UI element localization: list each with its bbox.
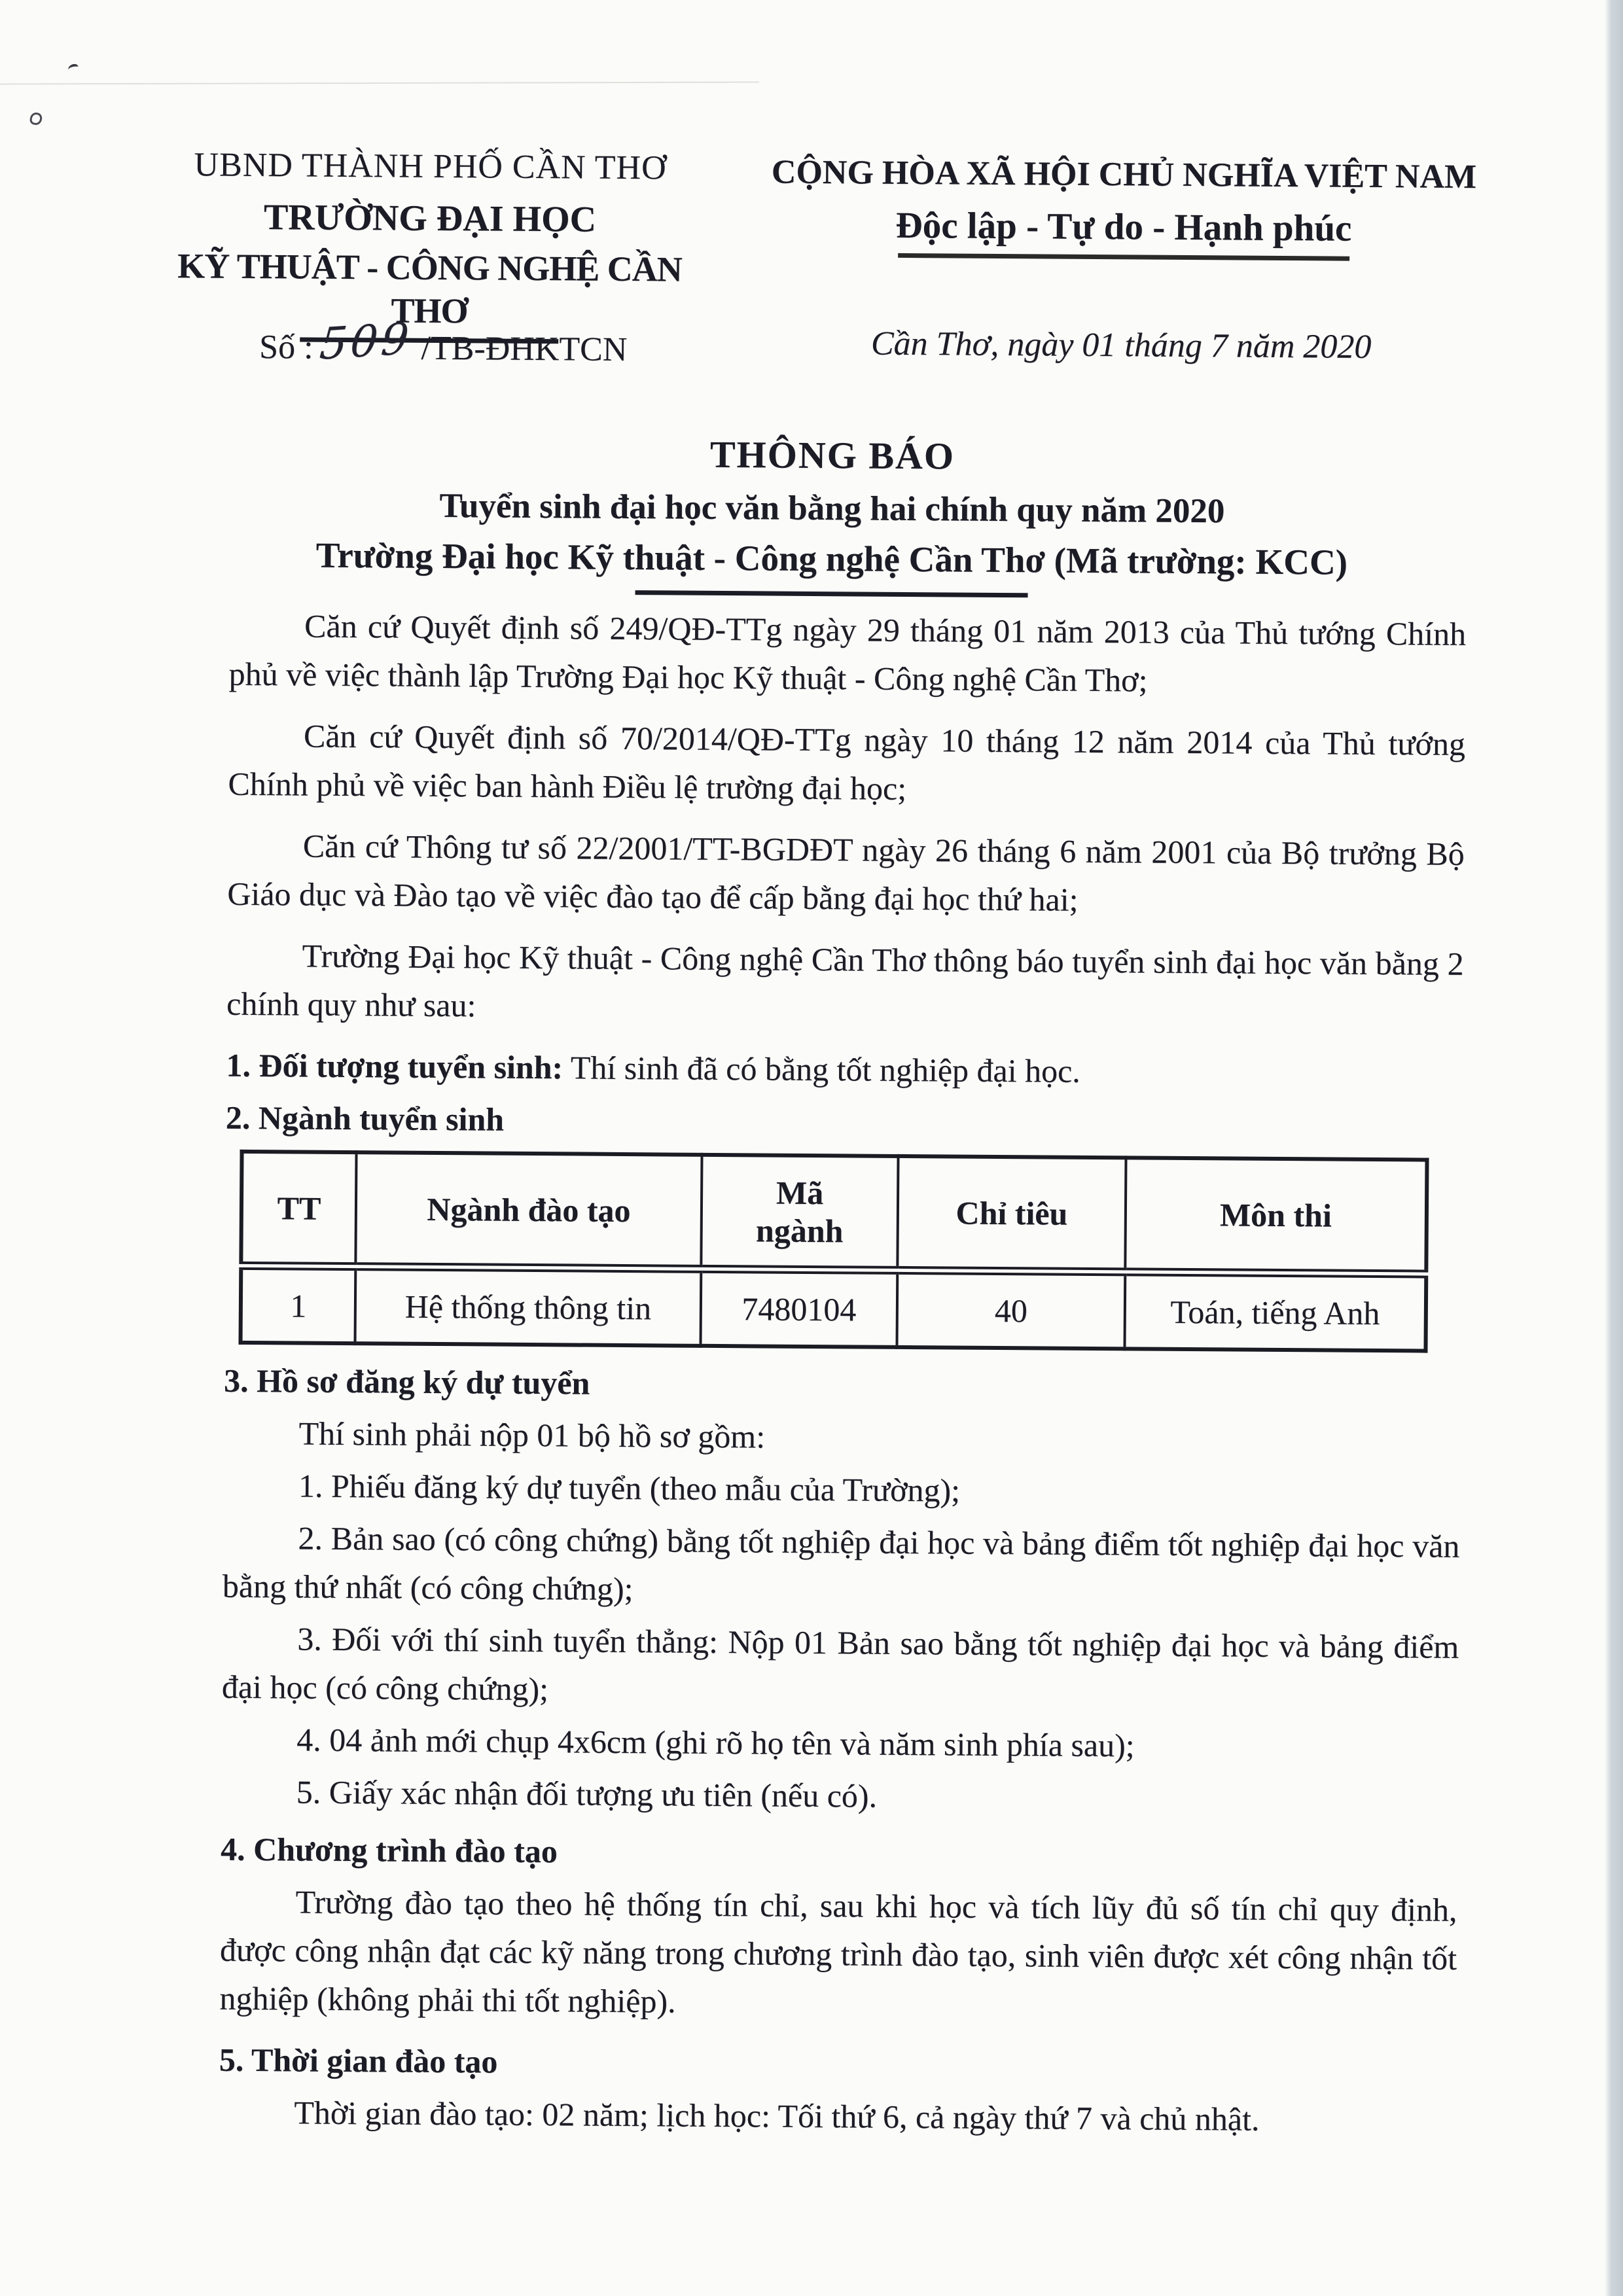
table-cell-tt: 1 <box>241 1265 356 1343</box>
ho-so-item-3: 3. Đối với thí sinh tuyển thẳng: Nộp 01 Bản sao bằng tốt nghiệp đại học và bảng điểm đại học (có công chứng); <box>221 1620 1459 1708</box>
table-header-ma-nganh: Mã ngành <box>701 1155 898 1271</box>
issuing-org-block <box>152 145 707 345</box>
document-number-handwritten: 509 <box>318 313 414 370</box>
document-number-line <box>259 313 628 371</box>
section-2-heading: 2. Ngành tuyển sinh <box>225 1099 505 1138</box>
motto-underline <box>898 253 1349 261</box>
section-4-text: Trường đào tạo theo hệ thống tín chỉ, sau khi học và tích lũy đủ số tín chỉ quy định, được công nhận đạt các kỹ năng trong chương trình đào tạo, sinh viên được xét công nhận tốt nghiệp (không phải thi tốt nghiệp). <box>219 1883 1457 2020</box>
document-subtitle-2: Trường Đại học Kỹ thuật - Công nghệ Cần Thơ (Mã trường: KCC) <box>315 535 1348 582</box>
section-3-heading: 3. Hồ sơ đăng ký dự tuyển <box>223 1362 590 1402</box>
table-header-tt: TT <box>241 1152 356 1267</box>
section-4-heading: 4. Chương trình đào tạo <box>220 1830 558 1870</box>
document-number-prefix: Số : <box>259 328 313 366</box>
title-block <box>109 427 1556 601</box>
national-motto-block <box>758 151 1489 262</box>
national-motto: Độc lập - Tự do - Hạnh phúc <box>895 204 1352 249</box>
table-cell-chi-tieu: 40 <box>897 1270 1125 1349</box>
section-1-line <box>226 1041 1463 1098</box>
section-5-heading: 5. Thời gian đào tạo <box>219 2041 498 2080</box>
section-3-intro: Thí sinh phải nộp 01 bộ hồ sơ gồm: <box>298 1415 766 1455</box>
document-number-suffix: /TB-ĐHKTCN <box>421 329 628 369</box>
document-subtitle-1: Tuyển sinh đại học văn bằng hai chính quy năm 2020 <box>439 487 1225 531</box>
org-name-line1: TRƯỜNG ĐẠI HỌC <box>263 197 597 240</box>
ho-so-item-2: 2. Bản sao (có công chứng) bằng tốt nghiệp đại học và bảng điểm tốt nghiệp đại học văn bằng thứ nhất (có công chứng); <box>222 1519 1460 1608</box>
scan-edge-shadow <box>1605 0 1623 2296</box>
org-parent-name: UBND THÀNH PHỐ CẦN THƠ <box>194 146 667 187</box>
table-row <box>241 1265 1427 1351</box>
ho-so-item-4: 4. 04 ảnh mới chụp 4x6cm (ghi rõ họ tên và năm sinh phía sau); <box>296 1721 1135 1764</box>
table-header-row <box>241 1152 1427 1274</box>
ho-so-item-1: 1. Phiếu đăng ký dự tuyển (theo mẫu của Trường); <box>298 1467 961 1509</box>
paragraph-can-cu-2: Căn cứ Quyết định số 70/2014/QĐ-TTg ngày 10 tháng 12 năm 2014 của Thủ tướng Chính phủ về việc ban hành Điều lệ trường đại học; <box>228 717 1466 807</box>
ho-so-item-5: 5. Giấy xác nhận đối tượng ưu tiên (nếu có). <box>296 1773 878 1814</box>
org-name-line2: KỸ THUẬT - CÔNG NGHỆ CẦN THƠ <box>177 246 682 331</box>
title-underline <box>635 590 1028 597</box>
paragraph-can-cu-1: Căn cứ Quyết định số 249/QĐ-TTg ngày 29 tháng 01 năm 2013 của Thủ tướng Chính phủ về việc thành lập Trường Đại học Kỹ thuật - Công nghệ Cần Thơ; <box>228 607 1467 699</box>
section-5-text: Thời gian đào tạo: 02 năm; lịch học: Tối thứ 6, cả ngày thứ 7 và chủ nhật. <box>294 2094 1260 2138</box>
paragraph-can-cu-3: Căn cứ Thông tư số 22/2001/TT-BGDĐT ngày 26 tháng 6 năm 2001 của Bộ trưởng Bộ Giáo dục và Đào tạo về việc đào tạo để cấp bằng đại học thứ hai; <box>227 827 1465 918</box>
table-header-mon-thi: Môn thi <box>1125 1157 1427 1274</box>
table-cell-nganh: Hệ thống thông tin <box>355 1267 702 1346</box>
document-title: THÔNG BÁO <box>709 433 955 478</box>
table-cell-mon-thi: Toán, tiếng Anh <box>1124 1272 1426 1351</box>
place-date-line: Cần Thơ, ngày 01 tháng 7 năm 2020 <box>870 325 1372 366</box>
section-1-text: Thí sinh đã có bằng tốt nghiệp đại học. <box>570 1049 1081 1089</box>
document-body <box>219 601 1466 2158</box>
paragraph-intro: Trường Đại học Kỹ thuật - Công nghệ Cần Thơ thông báo tuyển sinh đại học văn bằng 2 chính quy như sau: <box>226 937 1464 1024</box>
table-header-nganh-dao-tao: Ngành đào tạo <box>355 1152 702 1269</box>
admission-majors-table <box>239 1150 1429 1353</box>
national-title: CỘNG HÒA XÃ HỘI CHỦ NGHĨA VIỆT NAM <box>771 153 1477 196</box>
table-header-chi-tieu: Chỉ tiêu <box>897 1156 1126 1272</box>
table-cell-ma-nganh: 7480104 <box>701 1269 898 1347</box>
section-1-heading: 1. Đối tượng tuyển sinh: <box>226 1046 563 1086</box>
